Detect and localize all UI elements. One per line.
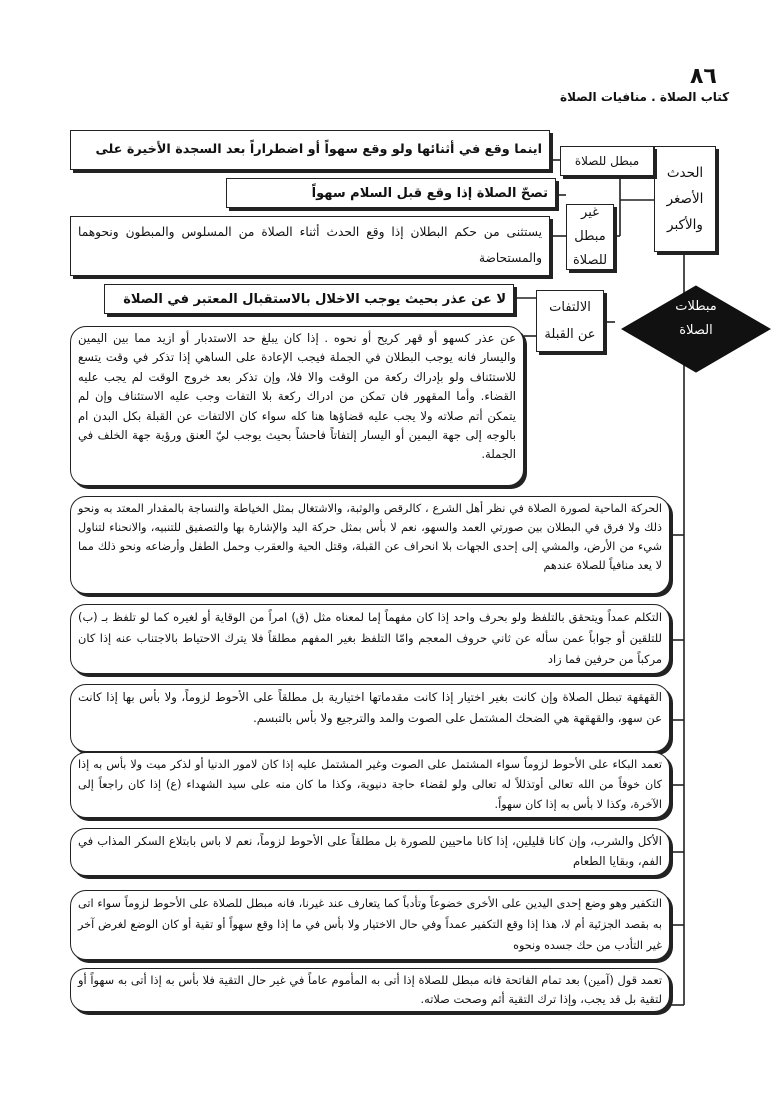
ghayr-mubtil-label: غير مبطل للصلاة: [566, 204, 614, 270]
mubtil-label: مبطل للصلاة: [560, 146, 654, 176]
central-label: مبطلات الصلاة: [675, 299, 717, 338]
iltifat-without-excuse: لا عن عذر بحيث يوجب الاخلال بالاستقبال المعتبر في الصلاة: [104, 284, 514, 314]
mubtil-text: اينما وقع في أثنائها ولو وقع سهواً أو اضطراراً بعد السجدة الأخيرة على: [70, 130, 550, 170]
item-takfir: التكفير وهو وضع إحدى اليدين على الأخرى خضوعاً وتأدباً كما يتعارف عند غيرنا، فانه مبطل للصلاة على الأحوط لزوماً سواء اتى به بقصد الجزئية أم لا، هذا إذا وقع التكفير عمداً وفي حال الاختيار ولا بأس في ما إذا وقع سهواً أو تقية أو كان الوضع لغرض آخر غير التأدب من حك جسده ونحوه: [70, 890, 670, 960]
iltifat-with-excuse: عن عذر كسهو أو قهر كريح أو نحوه . إذا كان يبلغ حد الاستدبار أو ازيد مما بين اليمين واليسار فانه يوجب البطلان في الجملة فيجب الإعادة على الساهي إذا تذكر في وقت يتسع للاستئناف ولو بإدراك ركعة من الوقت والا فلا، وإن تذكر بعد خروج الوقت لم يجب عليه القضاء. وأما المقهور فان تمكن من ادراك ركعة بلا التفات وجب عليه الاستئناف وإن لم يتمكن أتم صلاته ولا يجب عليه قضاؤها هنا كله سواء كان الالتفات عن القبلة بكل البدن ام بالوجه إلى جهة اليمين أو اليسار إلتفاتاً فاحشاً بحيث يوجب ليّ العنق ورؤية جهة الخلف في الجملة.: [70, 326, 524, 486]
item-amin: تعمد قول (آمين) بعد تمام الفاتحة فانه مبطل للصلاة إذا أتى به المأموم عاماً في غير حال التقية فلا بأس به إذا أتى به سهواً أو لتقية بل قد يجب، وإذا ترك التقية أثم وصحت صلاته.: [70, 968, 670, 1012]
page-header: كتاب الصلاة . منافيات الصلاة: [560, 90, 730, 104]
yustathna-text: يستثنى من حكم البطلان إذا وقع الحدث أثناء الصلاة من المسلوس والمبطون ونحوهما والمستحاضة: [70, 216, 550, 276]
iltifat-label: الالتفات عن القبلة: [536, 290, 604, 352]
page-number: ٨٦: [690, 64, 717, 89]
item-laughter: القهقهة تبطل الصلاة وإن كانت بغير اختيار إذا كانت مقدماتها اختيارية بل مطلقاً على الأحوط لزوماً، ولا بأس بها إذا كانت عن سهو، والقهقهة هي الضحك المشتمل على الصوت والمد والترجيع ولا بأس بالتبسم.: [70, 684, 670, 752]
hadath-label: الحدث الأصغر والأكبر: [654, 146, 716, 252]
tasih-text: تصحّ الصلاة إذا وقع قبل السلام سهواً: [226, 178, 556, 208]
item-speaking: التكلم عمداً ويتحقق بالتلفظ ولو بحرف واحد إذا كان مفهماً إما لمعناه مثل (ق) امراً من الوقاية أو لغيره كما لو تلفظ بـ (ب) للتلقين أو جواباً عمن سأله عن ثاني حروف المعجم وامّا التلفظ بغير المفهم مطلقاً فلا يترك الاحتياط بالاجتناب عنه إذا كان مركباً من حرفين فما زاد: [70, 604, 670, 674]
item-excessive-movement: الحركة الماحية لصورة الصلاة في نظر أهل الشرع ، كالرقص والوثبة، والاشتغال بمثل الخياطة والنساجة بالمقدار المعتد به ونحو ذلك ولا فرق في البطلان بين صورتي العمد والسهو، نعم لا بأس بمثل حركة اليد والإشارة بها والتصفيق للتنبيه، والانحناء لتناول شيء من الأرض، والمشي إلى إحدى الجهات بلا انحراف عن القبلة، وقتل الحية والعقرب وحمل الطفل وأرضاعه ونحو ذلك مما لا يعد منافياً للصلاة عندهم: [70, 496, 670, 594]
item-eating-drinking: الأكل والشرب، وإن كانا قليلين، إذا كانا ماحيين للصورة بل مطلقاً على الأحوط لزوماً، نعم لا باس بابتلاع السكر المذاب في الفم، وبقايا الطعام: [70, 828, 670, 876]
item-weeping: تعمد البكاء على الأحوط لزوماً سواء المشتمل على الصوت وغير المشتمل عليه إذا كان لامور الدنيا أو لذكر ميت ولا بأس به إذا كان خوفاً من الله تعالى أوتذللاً له تعالى ولو لقضاء حاجة دنيوية، وكذا ما كان منه على سيد الشهداء (ع) إذا كان راجعاً إلى الآخرة، وكذا لا بأس به إذا كان سهواً.: [70, 752, 670, 818]
